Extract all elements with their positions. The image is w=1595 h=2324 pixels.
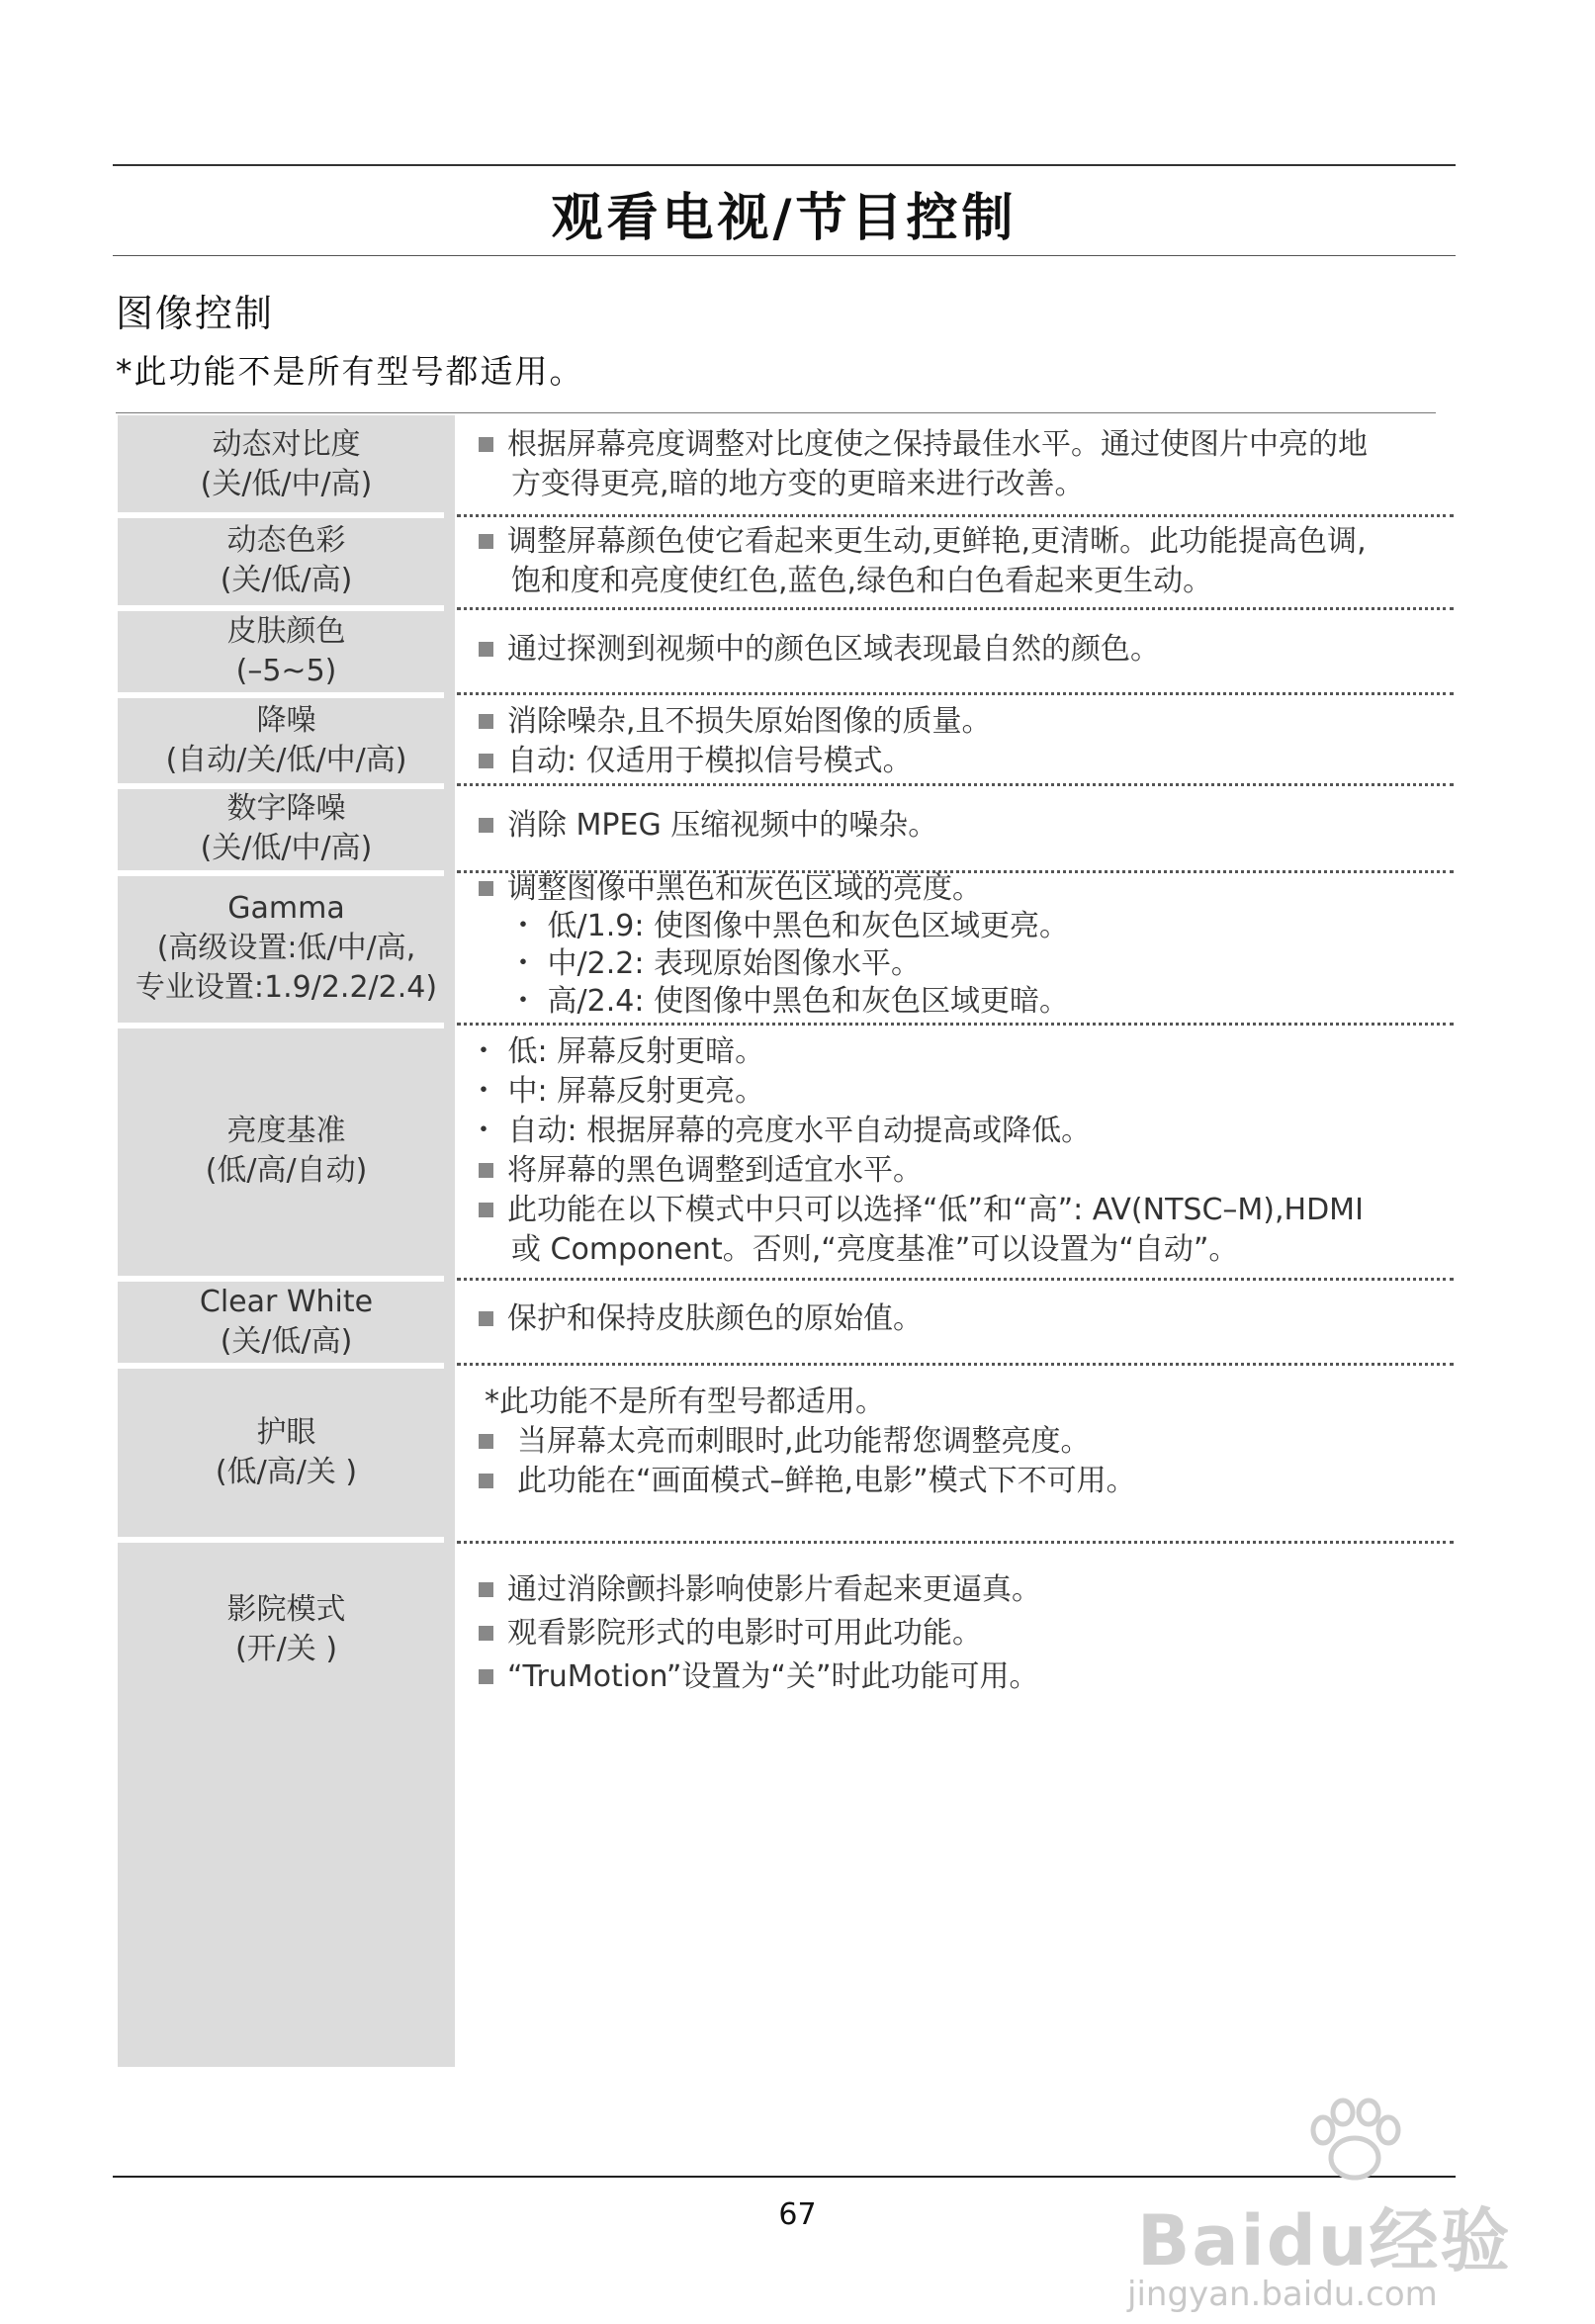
desc-line: *此功能不是所有型号都适用。 xyxy=(485,1385,885,1419)
desc-line: 此功能在“画面模式–鲜艳,电影”模式下不可用。 xyxy=(517,1464,1136,1498)
label-line: (关/低/中/高) xyxy=(200,831,373,865)
desc-line: 通过探测到视频中的颜色区域表现最自然的颜色。 xyxy=(507,632,1160,667)
page-number: 67 xyxy=(778,2197,817,2232)
table-top-rule xyxy=(116,412,1436,413)
row-divider xyxy=(457,1023,1454,1026)
desc-line: ・ 低: 屏幕反射更暗。 xyxy=(469,1034,765,1069)
desc-line: ・ 低/1.9: 使图像中黑色和灰色区域更亮。 xyxy=(508,909,1069,943)
label-line: 动态色彩 xyxy=(226,523,346,558)
square-bullet-icon xyxy=(479,1669,493,1684)
desc-line: ・ 中/2.2: 表现原始图像水平。 xyxy=(508,946,921,981)
square-bullet-icon xyxy=(479,437,493,452)
watermark xyxy=(1127,2097,1562,2314)
row-desc-brightness-reference xyxy=(469,1032,1444,1270)
desc-line: 此功能在以下模式中只可以选择“低”和“高”: AV(NTSC–M),HDMI xyxy=(507,1193,1364,1227)
desc-line: ・ 高/2.4: 使图像中黑色和灰色区域更暗。 xyxy=(508,984,1069,1019)
row-desc-clear-white xyxy=(475,1299,1444,1339)
desc-line: 消除 MPEG 压缩视频中的噪杂。 xyxy=(507,808,938,843)
square-bullet-icon xyxy=(479,818,493,833)
desc-line: 方变得更亮,暗的地方变的更暗来进行改善。 xyxy=(511,467,1085,501)
square-bullet-icon xyxy=(479,881,493,896)
label-line: 降噪 xyxy=(256,703,316,738)
desc-line: 自动: 仅适用于模拟信号模式。 xyxy=(507,744,913,778)
label-line: (开/关 ) xyxy=(234,1632,338,1666)
label-line: Gamma xyxy=(227,891,345,926)
desc-line: 观看影院形式的电影时可用此功能。 xyxy=(507,1616,982,1651)
square-bullet-icon xyxy=(479,1203,493,1217)
top-rule xyxy=(113,164,1456,166)
square-bullet-icon xyxy=(479,754,493,768)
desc-line: 通过消除颤抖影响使影片看起来更逼真。 xyxy=(507,1572,1041,1607)
page-title: 观看电视/节目控制 xyxy=(551,189,1018,248)
label-line: 动态对比度 xyxy=(212,427,361,462)
label-line: (低/高/关 ) xyxy=(215,1455,358,1489)
row-label-brightness-reference xyxy=(118,1028,455,1274)
row-label-digital-noise-reduction xyxy=(118,787,455,870)
row-desc-noise-reduction xyxy=(475,702,1444,781)
square-bullet-icon xyxy=(479,1163,493,1178)
square-bullet-icon xyxy=(479,1626,493,1641)
label-line: 专业设置:1.9/2.2/2.4) xyxy=(134,970,438,1005)
label-line: Clear White xyxy=(199,1285,374,1319)
desc-line: ・ 自动: 根据屏幕的亮度水平自动提高或降低。 xyxy=(469,1114,1092,1148)
square-bullet-icon xyxy=(479,1474,493,1488)
row-divider xyxy=(457,607,1454,610)
desc-line: 将屏幕的黑色调整到适宜水平。 xyxy=(507,1153,923,1188)
desc-line: 或 Component。否则,“亮度基准”可以设置为“自动”。 xyxy=(511,1232,1239,1267)
section-note: *此功能不是所有型号都适用。 xyxy=(116,352,584,391)
row-divider xyxy=(457,692,1454,695)
square-bullet-icon xyxy=(479,534,493,549)
desc-line: 饱和度和亮度使红色,蓝色,绿色和白色看起来更生动。 xyxy=(511,564,1213,598)
desc-line: “TruMotion”设置为“关”时此功能可用。 xyxy=(507,1659,1039,1694)
title-rule xyxy=(113,255,1456,256)
label-line: 护眼 xyxy=(256,1415,316,1450)
label-line: (关/低/中/高) xyxy=(200,467,373,501)
desc-line: 根据屏幕亮度调整对比度使之保持最佳水平。通过使图片中亮的地 xyxy=(507,427,1368,462)
row-label-gamma xyxy=(118,876,455,1021)
row-desc-digital-noise-reduction xyxy=(475,806,1444,846)
row-label-clear-white xyxy=(118,1282,455,1363)
section-title: 图像控制 xyxy=(116,292,275,335)
desc-line: 调整图像中黑色和灰色区域的亮度。 xyxy=(507,871,982,906)
row-desc-cinema-mode xyxy=(475,1568,1444,1699)
square-bullet-icon xyxy=(479,1311,493,1326)
desc-line: 保护和保持皮肤颜色的原始值。 xyxy=(507,1301,923,1336)
label-line: (低/高/自动) xyxy=(205,1153,368,1188)
row-label-skin-color xyxy=(118,611,455,692)
row-label-noise-reduction xyxy=(118,698,455,783)
label-line: (自动/关/低/中/高) xyxy=(165,743,407,777)
square-bullet-icon xyxy=(479,642,493,657)
row-label-dynamic-contrast xyxy=(118,419,455,510)
square-bullet-icon xyxy=(479,714,493,729)
label-line: (高级设置:低/中/高, xyxy=(156,931,416,965)
desc-line: 调整屏幕颜色使它看起来更生动,更鲜艳,更清晰。此功能提高色调, xyxy=(507,524,1367,559)
row-desc-gamma xyxy=(475,870,1444,1021)
desc-line: ・ 中: 屏幕反射更亮。 xyxy=(469,1074,765,1109)
row-desc-eye-care xyxy=(475,1383,1444,1501)
row-label-dynamic-color xyxy=(118,518,455,603)
row-desc-dynamic-color xyxy=(475,522,1444,601)
label-line: (关/低/高) xyxy=(220,563,353,597)
row-desc-skin-color xyxy=(475,630,1444,670)
desc-line: 消除噪杂,且不损失原始图像的质量。 xyxy=(507,704,992,739)
watermark-brand: Baidu经验 xyxy=(1137,2200,1512,2281)
square-bullet-icon xyxy=(479,1582,493,1597)
paw-icon xyxy=(1285,2097,1424,2186)
label-line: 数字降噪 xyxy=(226,791,346,826)
row-divider xyxy=(457,783,1454,786)
watermark-url: jingyan.baidu.com xyxy=(1127,2275,1438,2314)
row-divider xyxy=(457,1363,1454,1366)
row-divider xyxy=(457,1278,1454,1281)
label-line: 皮肤颜色 xyxy=(226,614,346,649)
label-line: 影院模式 xyxy=(226,1592,346,1627)
row-label-eye-care xyxy=(118,1369,455,1537)
row-divider xyxy=(457,514,1454,517)
row-divider xyxy=(457,1541,1454,1544)
square-bullet-icon xyxy=(479,1434,493,1449)
row-label-cinema-mode xyxy=(118,1543,455,1750)
label-line: (关/低/高) xyxy=(220,1324,353,1359)
label-line: 亮度基准 xyxy=(226,1114,346,1148)
row-desc-dynamic-contrast xyxy=(475,425,1444,504)
label-line: (–5~5) xyxy=(235,654,337,688)
desc-line: 当屏幕太亮而刺眼时,此功能帮您调整亮度。 xyxy=(517,1424,1091,1459)
